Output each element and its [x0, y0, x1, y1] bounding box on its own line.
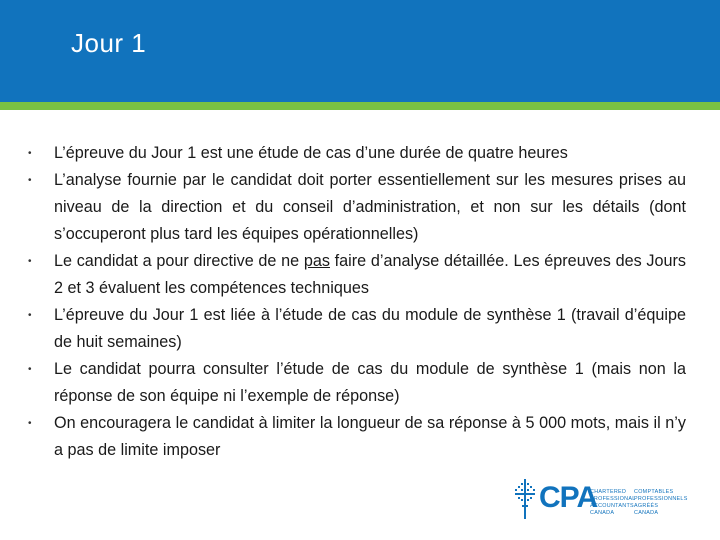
title-bar-accent-rule: [0, 102, 720, 110]
bullet-text: L’analyse fournie par le candidat doit porter essentiellement sur les mesures prises au niveau de la direction et du conseil d’administration, et non sur les détails (dont s’occuperont plus tard les équipes opérationnelles): [54, 171, 686, 243]
bullet-text-after: faire d’analyse détaillée. Les épreuves des Jours 2 et 3 évaluent les compétences techniques: [54, 252, 686, 297]
logo-fr-line: COMPTABLES: [634, 489, 674, 495]
bullet-item: [26, 140, 686, 167]
bullet-item: [26, 248, 686, 302]
bullet-text-before: Le candidat a pour directive de ne: [54, 252, 304, 270]
cpa-wordmark: CPA: [539, 481, 598, 514]
bullet-item: [26, 302, 686, 356]
bullet-text-underlined: pas: [303, 252, 330, 270]
bullet-marker: •: [28, 256, 32, 267]
bullet-text: L’épreuve du Jour 1 est liée à l’étude de cas du module de synthèse 1 (travail d’équipe de huit semaines): [54, 306, 686, 351]
bullet-item: [26, 167, 686, 248]
bullet-item: [26, 410, 686, 464]
logo-en-line: PROFESSIONAL: [590, 496, 636, 502]
cpa-logo: [513, 477, 693, 525]
logo-fr-line: CANADA: [634, 510, 659, 516]
maple-leaf-icon: [513, 477, 537, 521]
logo-fr-line: PROFESSIONNELS: [634, 496, 688, 502]
logo-en-line: ACCOUNTANTS: [590, 503, 634, 509]
bullet-marker: •: [28, 310, 32, 321]
logo-en-line: CANADA: [590, 510, 615, 516]
logo-english-text: [590, 489, 636, 517]
slide-title: Jour 1: [71, 28, 147, 58]
bullet-text: [54, 252, 686, 297]
bullet-marker: •: [28, 364, 32, 375]
bullet-marker: •: [28, 175, 32, 186]
bullet-marker: •: [28, 418, 32, 429]
bullet-text: L’épreuve du Jour 1 est une étude de cas d’une durée de quatre heures: [54, 144, 568, 162]
bullet-marker: •: [28, 148, 32, 159]
bullet-list: [26, 140, 686, 464]
logo-fr-line: AGRÉÉS: [634, 503, 659, 509]
bullet-text: On encouragera le candidat à limiter la longueur de sa réponse à 5 000 mots, mais il n’y a pas de limite imposer: [54, 414, 686, 459]
bullet-text: Le candidat pourra consulter l’étude de cas du module de synthèse 1 (mais non la réponse de son équipe ni l’exemple de réponse): [54, 360, 686, 405]
logo-en-line: CHARTERED: [590, 489, 627, 495]
bullet-item: [26, 356, 686, 410]
logo-french-text: [634, 489, 688, 517]
